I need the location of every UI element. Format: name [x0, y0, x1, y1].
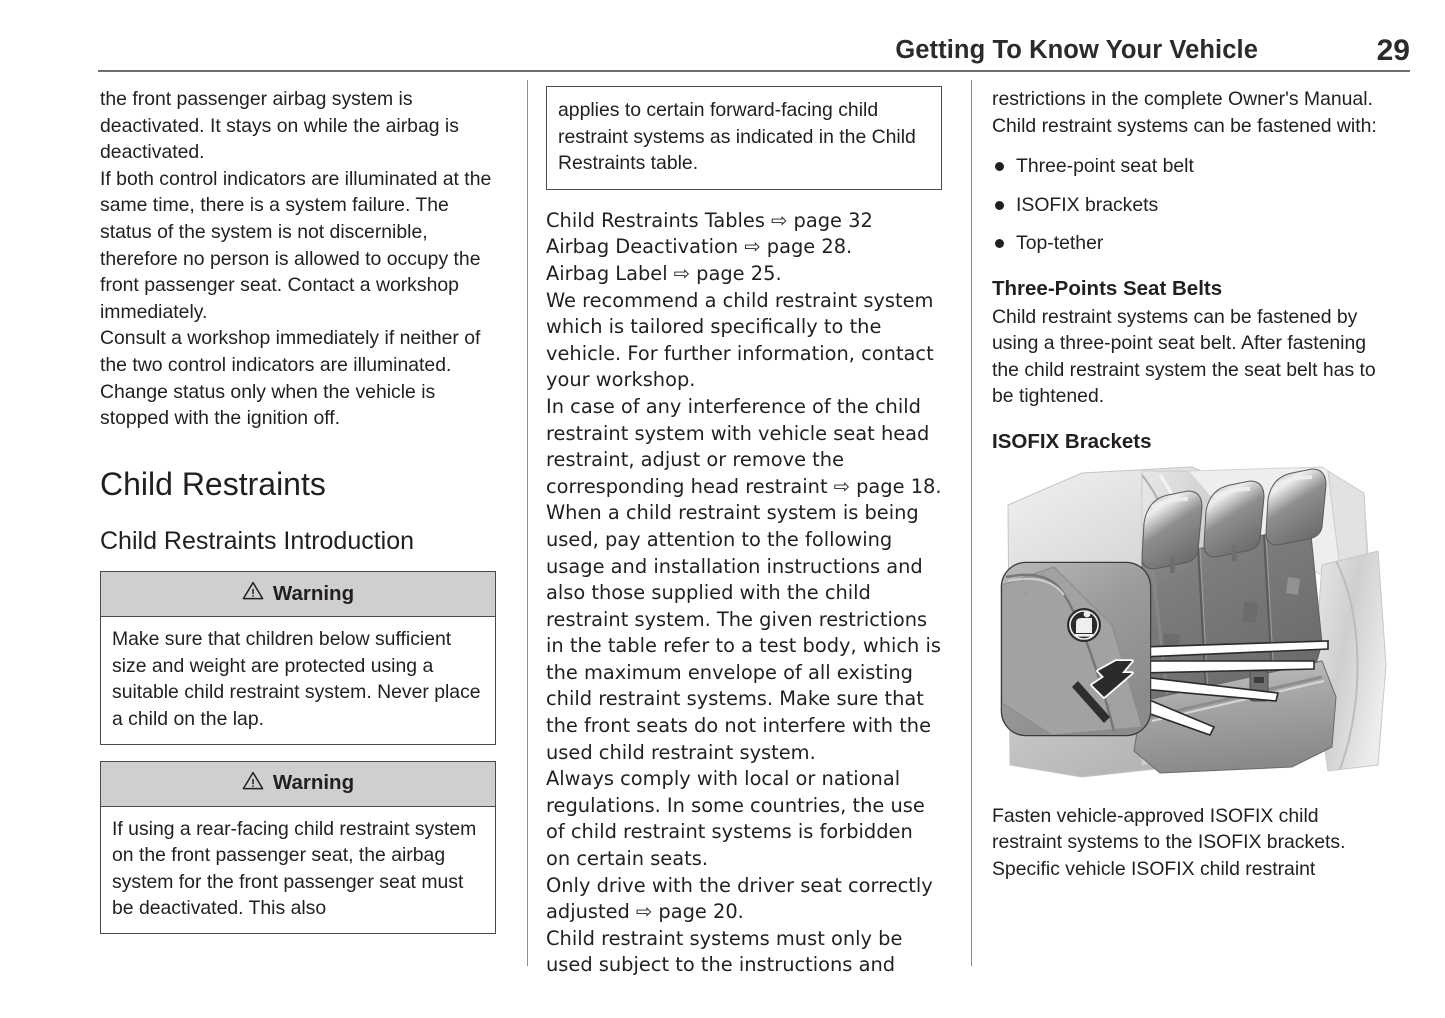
column-3 — [992, 86, 1388, 882]
paragraph: In case of any interference of the child restraint system with vehicle seat head restraint, adjust or remove the corresponding head restraint ⇨ page 18. — [546, 394, 942, 498]
fastening-methods-list — [992, 153, 1388, 257]
page-header — [98, 36, 1410, 74]
warning-box-1-label: Warning — [272, 581, 355, 605]
column-3-body — [992, 86, 1388, 139]
cross-reference: Airbag Label ⇨ page 25. — [546, 261, 782, 285]
column-2 — [546, 86, 942, 979]
column-divider-1 — [527, 80, 528, 966]
header-rule — [98, 70, 1410, 72]
page-number: 29 — [1376, 34, 1410, 67]
list-item — [992, 192, 1388, 219]
bullet-icon — [995, 239, 1004, 248]
paragraph: Only drive with the driver seat correctly adjusted ⇨ page 20. — [546, 873, 933, 924]
column-1-body — [100, 86, 496, 432]
heading-three-points-seat-belts: Three-Points Seat Belts — [992, 276, 1223, 300]
bullet-icon — [995, 162, 1004, 171]
list-item — [992, 230, 1388, 257]
warning-triangle-icon — [242, 581, 264, 606]
paragraph: the front passenger airbag system is deactivated. It stays on while the airbag is deactivated. — [100, 88, 459, 164]
page-header-title: Getting To Know Your Vehicle — [895, 36, 1258, 64]
isofix-child-seat-symbol — [1067, 608, 1101, 642]
text-three-points-seat-belts: Child restraint systems can be fastened by using a three-point seat belt. After fastening the child restraint system the seat belt has to be tightened. — [992, 305, 1376, 408]
warning-box-1-header — [101, 572, 495, 617]
column-2-body — [546, 288, 942, 979]
paragraph: When a child restraint system is being used, pay attention to the following usage and installation instructions and also those supplied with the child restraint system. The given restrictions in the table refer to a test body, which is the maximum envelope of all existing child restraint systems. Make sure that the front seats do not interfere with the used child restraint system. — [546, 501, 941, 764]
paragraph: We recommend a child restraint system which is tailored specifically to the vehicle. For further information, contact your workshop. — [546, 288, 934, 392]
warning-triangle-icon — [242, 771, 264, 796]
list-item-label: Three-point seat belt — [1016, 155, 1194, 178]
list-item-label: ISOFIX brackets — [1016, 193, 1159, 216]
paragraph: Child restraint systems can be fastened with: — [992, 114, 1377, 137]
warning-box-2-header — [101, 762, 495, 807]
figure-caption: Fasten vehicle-approved ISOFIX child restraint systems to the ISOFIX brackets. Specific vehicle ISOFIX child restraint — [992, 804, 1346, 880]
list-item-label: Top-tether — [1016, 232, 1104, 255]
isofix-brackets-illustration — [992, 465, 1388, 783]
cross-reference: Airbag Deactivation ⇨ page 28. — [546, 235, 853, 259]
paragraph: Child restraint systems must only be used subject to the instructions and — [546, 926, 903, 977]
continuation-box: applies to certain forward-facing child restraint systems as indicated in the Child Restraints table. — [546, 86, 942, 190]
paragraph: restrictions in the complete Owner's Manual. — [992, 88, 1373, 110]
bullet-icon — [995, 201, 1004, 210]
warning-box-1-text: Make sure that children below sufficient size and weight are protected using a suitable child restraint system. Never place a child on the lap. — [112, 628, 481, 731]
warning-box-1 — [100, 571, 496, 744]
paragraph: Always comply with local or national regulations. In some countries, the use of child restraint systems is forbidden on certain seats. — [546, 767, 925, 871]
paragraph: If both control indicators are illuminated at the same time, there is a system failure. The status of the system is not discernible, therefore no person is allowed to occupy the front passenger seat. Contact a workshop immediately. — [100, 167, 492, 323]
section-title-child-restraints: Child Restraints — [100, 465, 326, 502]
cross-reference: Child Restraints Tables ⇨ page 32 — [546, 208, 873, 232]
subsection-title-child-restraints-introduction: Child Restraints Introduction — [100, 526, 415, 555]
column-2-crossrefs — [546, 208, 942, 288]
column-1 — [100, 86, 496, 934]
warning-box-2 — [100, 761, 496, 934]
list-item — [992, 153, 1388, 180]
heading-isofix-brackets: ISOFIX Brackets — [992, 429, 1152, 453]
paragraph: Change status only when the vehicle is stopped with the ignition off. — [100, 380, 436, 430]
warning-box-2-text: If using a rear-facing child restraint system on the front passenger seat, the airbag system for the front passenger seat must be deactivated. This also — [112, 817, 477, 920]
paragraph: Consult a workshop immediately if neither of the two control indicators are illuminated. — [100, 327, 481, 376]
column-divider-2 — [971, 80, 972, 966]
warning-box-2-label: Warning — [272, 771, 355, 795]
